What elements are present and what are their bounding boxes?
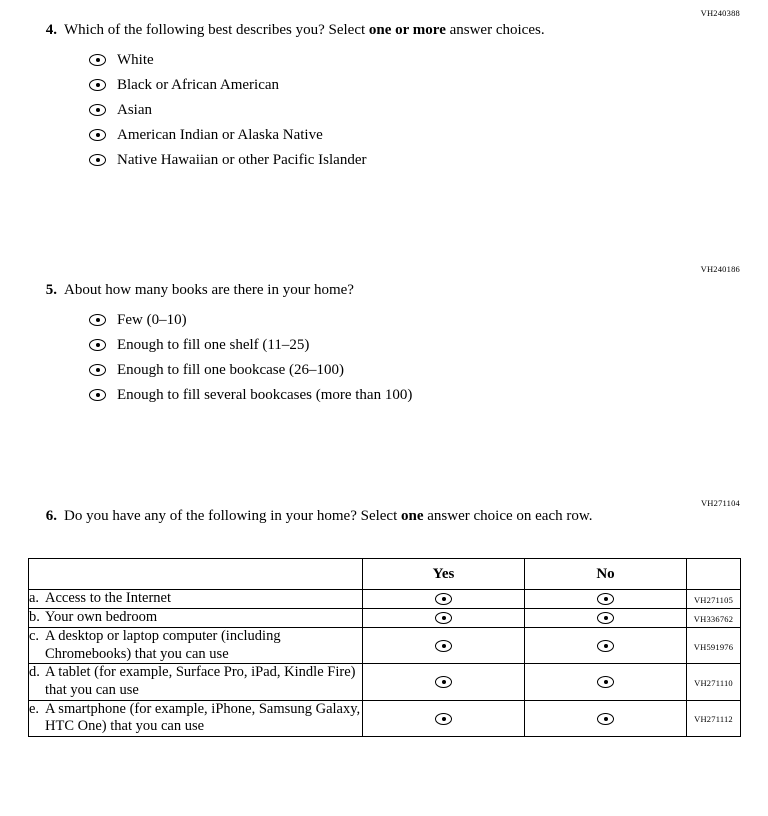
radio-bubble-icon[interactable] xyxy=(435,612,452,624)
question-4-text-bold: one or more xyxy=(368,22,446,38)
radio-bubble-icon[interactable] xyxy=(89,389,106,401)
question-6-text-bold: one xyxy=(401,508,424,524)
table-row xyxy=(29,700,741,736)
radio-bubble-icon[interactable] xyxy=(89,364,106,376)
header-yes: Yes xyxy=(363,559,525,590)
cell-yes[interactable] xyxy=(363,609,525,628)
choice-label: White xyxy=(117,51,154,68)
radio-bubble-icon[interactable] xyxy=(435,676,452,688)
question-5-number: 5. xyxy=(45,282,57,298)
row-stem xyxy=(29,664,363,700)
radio-bubble-icon[interactable] xyxy=(597,593,614,605)
question-4-number: 4. xyxy=(45,22,57,38)
row-letter: c. xyxy=(29,628,40,644)
radio-bubble-icon[interactable] xyxy=(89,104,106,116)
choice-option[interactable] xyxy=(89,122,708,147)
cell-no[interactable] xyxy=(525,590,687,609)
row-letter: d. xyxy=(29,664,40,681)
cell-no[interactable] xyxy=(525,700,687,736)
cell-code xyxy=(687,700,741,736)
cell-no[interactable] xyxy=(525,609,687,628)
header-no: No xyxy=(525,559,687,590)
radio-bubble-icon[interactable] xyxy=(89,79,106,91)
cell-yes[interactable] xyxy=(363,628,525,664)
radio-bubble-icon[interactable] xyxy=(435,713,452,725)
choice-option[interactable] xyxy=(89,307,708,332)
choice-option[interactable] xyxy=(89,332,708,357)
question-6-number: 6. xyxy=(45,508,57,524)
row-stem-text: Access to the Internet xyxy=(45,590,172,607)
cell-no[interactable] xyxy=(525,628,687,664)
question-5-text-before: About how many books are there in your home? xyxy=(64,282,354,298)
table-row xyxy=(29,590,741,609)
row-letter: b. xyxy=(29,609,40,626)
table-header-row xyxy=(29,559,741,590)
question-5-header xyxy=(44,280,708,300)
row-stem-text: A smartphone (for example, iPhone, Samsung Galaxy, HTC One) that you can use xyxy=(45,700,361,735)
item-code-q6: VH271104 xyxy=(700,498,740,508)
row-stem xyxy=(29,609,363,628)
row-stem-text: Your own bedroom xyxy=(45,609,158,626)
radio-bubble-icon[interactable] xyxy=(597,713,614,725)
header-code xyxy=(687,559,741,590)
choice-option[interactable] xyxy=(89,382,708,407)
choice-label: Few (0–10) xyxy=(117,311,187,328)
question-4-text-before: Which of the following best describes you? Select xyxy=(64,22,369,38)
row-stem xyxy=(29,700,363,736)
radio-bubble-icon[interactable] xyxy=(89,314,106,326)
choice-label: Native Hawaiian or other Pacific Islander xyxy=(117,151,367,168)
question-4-header xyxy=(44,20,708,40)
row-stem xyxy=(29,590,363,609)
item-code: VH271105 xyxy=(693,595,734,605)
item-code: VH336762 xyxy=(693,614,734,624)
radio-bubble-icon[interactable] xyxy=(597,676,614,688)
question-4 xyxy=(44,20,708,172)
table-row xyxy=(29,609,741,628)
question-5-text xyxy=(64,280,708,300)
row-stem-text: A tablet (for example, Surface Pro, iPad, Kindle Fire) that you can use xyxy=(45,664,356,699)
item-code: VH591976 xyxy=(693,641,734,652)
radio-bubble-icon[interactable] xyxy=(435,593,452,605)
radio-bubble-icon[interactable] xyxy=(89,154,106,166)
radio-bubble-icon[interactable] xyxy=(89,339,106,351)
cell-yes[interactable] xyxy=(363,590,525,609)
choice-label: Enough to fill several bookcases (more than 100) xyxy=(117,386,413,403)
cell-code xyxy=(687,628,741,664)
item-code-q5: VH240186 xyxy=(700,264,740,274)
choice-label: American Indian or Alaska Native xyxy=(117,126,323,143)
radio-bubble-icon[interactable] xyxy=(597,640,614,652)
question-5 xyxy=(44,280,708,407)
question-4-text-after: answer choices. xyxy=(445,22,545,38)
row-stem xyxy=(29,628,363,664)
radio-bubble-icon[interactable] xyxy=(89,129,106,141)
choice-label: Asian xyxy=(117,101,152,118)
item-code-q4: VH240388 xyxy=(700,8,740,18)
radio-bubble-icon[interactable] xyxy=(89,54,106,66)
question-6 xyxy=(44,506,708,526)
choice-option[interactable] xyxy=(89,72,708,97)
item-code: VH271110 xyxy=(694,678,733,689)
cell-no[interactable] xyxy=(525,664,687,700)
question-6-text xyxy=(64,506,708,526)
choice-label: Black or African American xyxy=(117,76,280,93)
question-5-choices xyxy=(44,307,708,407)
choice-option[interactable] xyxy=(89,147,708,172)
cell-code xyxy=(687,664,741,700)
table-row xyxy=(29,664,741,700)
cell-code xyxy=(687,590,741,609)
question-4-text xyxy=(64,20,708,40)
radio-bubble-icon[interactable] xyxy=(435,640,452,652)
choice-label: Enough to fill one shelf (11–25) xyxy=(117,336,310,353)
cell-code xyxy=(687,609,741,628)
cell-yes[interactable] xyxy=(363,700,525,736)
choice-label: Enough to fill one bookcase (26–100) xyxy=(117,361,345,378)
choice-option[interactable] xyxy=(89,97,708,122)
radio-bubble-icon[interactable] xyxy=(597,612,614,624)
response-matrix-table xyxy=(28,558,741,737)
row-letter: e. xyxy=(29,700,40,717)
row-stem-text: A desktop or laptop computer (including Chromebooks) that you can use xyxy=(45,628,281,662)
question-6-text-before: Do you have any of the following in your home? Select xyxy=(64,508,402,524)
table-row xyxy=(29,628,741,664)
question-4-choices xyxy=(44,47,708,172)
header-stem xyxy=(29,559,363,590)
choice-option[interactable] xyxy=(89,357,708,382)
item-code: VH271112 xyxy=(694,714,733,725)
question-6-header xyxy=(44,506,708,526)
question-6-text-after: answer choice on each row. xyxy=(423,508,593,524)
row-letter: a. xyxy=(29,590,40,607)
cell-yes[interactable] xyxy=(363,664,525,700)
choice-option[interactable] xyxy=(89,47,708,72)
